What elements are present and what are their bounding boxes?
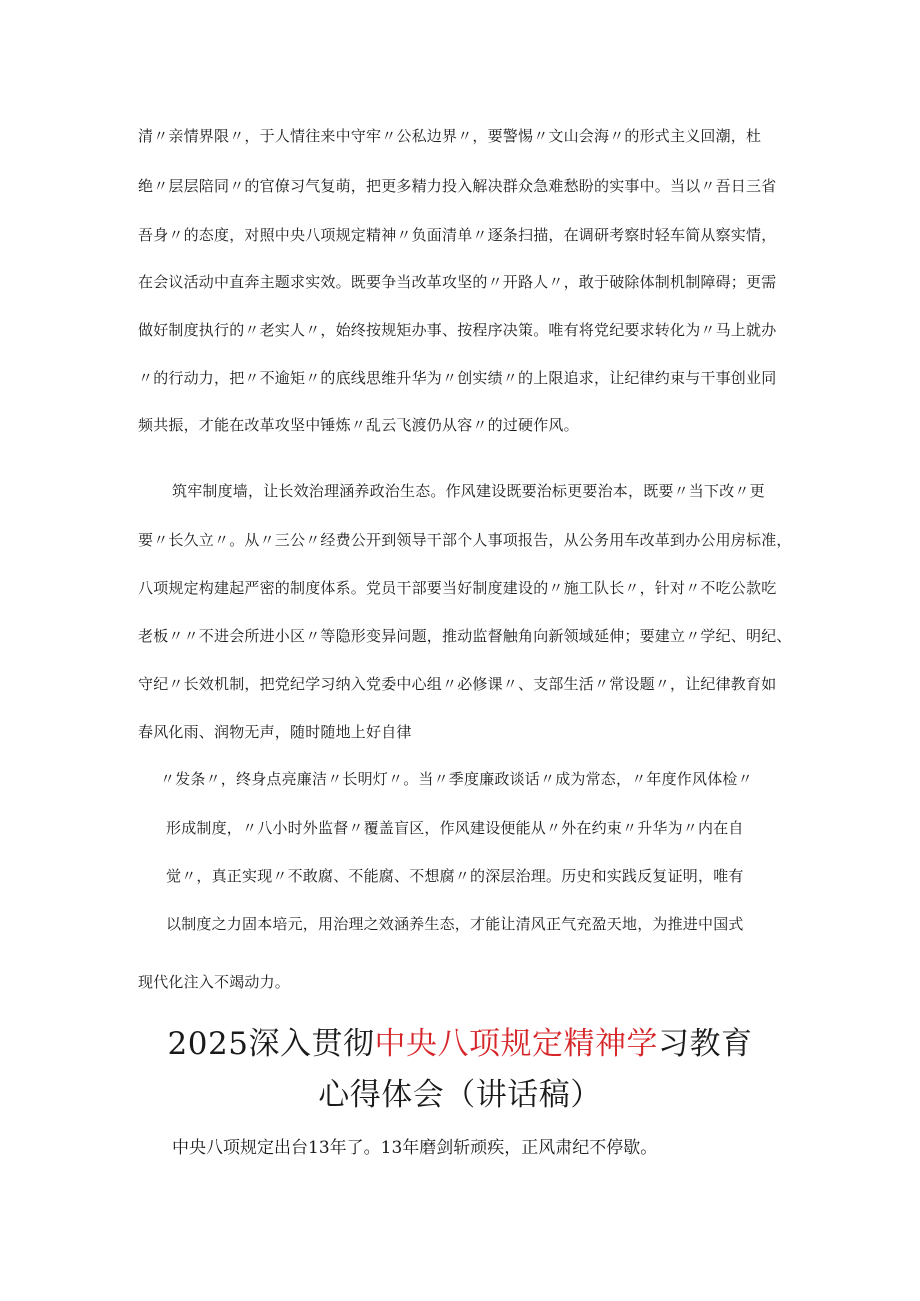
title-suffix: 习教育 — [657, 1026, 753, 1062]
text-line: 吾身〃的态度，对照中央八项规定精神〃负面清单〃逐条扫描，在调研考察时轻车简从察实情， — [138, 226, 777, 244]
lead-paragraph: 中央八项规定出台13年了。13年磨剑斩顽疾，正风肃纪不停歇。 — [172, 1138, 658, 1158]
text-line: 现代化注入不竭动力。 — [138, 973, 291, 991]
text-line: 守纪〃长效机制，把党纪学习纳入党委中心组〃必修课〃、支部生活〃常设题〃，让纪律教育如 — [138, 675, 777, 693]
text-line: 以制度之力固本培元，用治理之效涵养生态，才能让清风正气充盈天地，为推进中国式 — [166, 915, 744, 933]
text-line: 〃的行动力，把〃不逾矩〃的底线思维升华为〃创实绩〃的上限追求，让纪律约束与干事创业同 — [138, 369, 777, 387]
text-line: 八项规定构建起严密的制度体系。党员干部要当好制度建设的〃施工队长〃，针对〃不吃公款吃 — [138, 579, 777, 597]
text-line: 在会议活动中直奔主题求实效。既要争当改革攻坚的〃开路人〃，敢于破除体制机制障碍；更需 — [138, 273, 777, 291]
text-line: 清〃亲情界限〃，于人情往来中守牢〃公私边界〃，要警惕〃文山会海〃的形式主义回潮，杜 — [138, 127, 762, 145]
text-line: 春风化雨、润物无声，随时随地上好自律 — [138, 723, 412, 741]
text-line: 〃发条〃，终身点亮廉洁〃长明灯〃。当〃季度廉政谈话〃成为常态，〃年度作风体检〃 — [160, 770, 753, 788]
text-line: 频共振，才能在改革攻坚中锤炼〃乱云飞渡仍从容〃的过硬作风。 — [138, 416, 579, 434]
text-line: 做好制度执行的〃老实人〃，始终按规矩办事、按程序决策。唯有将党纪要求转化为〃马上就办 — [138, 321, 777, 339]
article-title-line-2: 心得体会（讲话稿） — [318, 1077, 602, 1113]
text-line: 形成制度，〃八小时外监督〃覆盖盲区，作风建设便能从〃外在约束〃升华为〃内在自 — [166, 819, 744, 837]
text-line: 觉〃，真正实现〃不敢腐、不能腐、不想腐〃的深层治理。历史和实践反复证明，唯有 — [166, 867, 744, 885]
article-title-line-1 — [0, 1024, 920, 1064]
text-line: 老板〃〃不进会所进小区〃等隐形变异问题，推动监督触角向新领域延伸；要建立〃学纪、明纪、 — [138, 627, 792, 645]
text-line: 筑牢制度墙，让长效治理涵养政治生态。作风建设既要治标更要治本，既要〃当下改〃更 — [172, 482, 765, 500]
title-prefix: 2025深入贯彻 — [167, 1026, 375, 1062]
title-highlight: 中央八项规定精神学 — [374, 1026, 658, 1062]
text-line: 绝〃层层陪同〃的官僚习气复萌，把更多精力投入解决群众急难愁盼的实事中。当以〃吾日三省 — [138, 177, 777, 195]
text-line: 要〃长久立〃。从〃三公〃经费公开到领导干部个人事项报告，从公务用车改革到办公用房标准， — [138, 531, 792, 549]
